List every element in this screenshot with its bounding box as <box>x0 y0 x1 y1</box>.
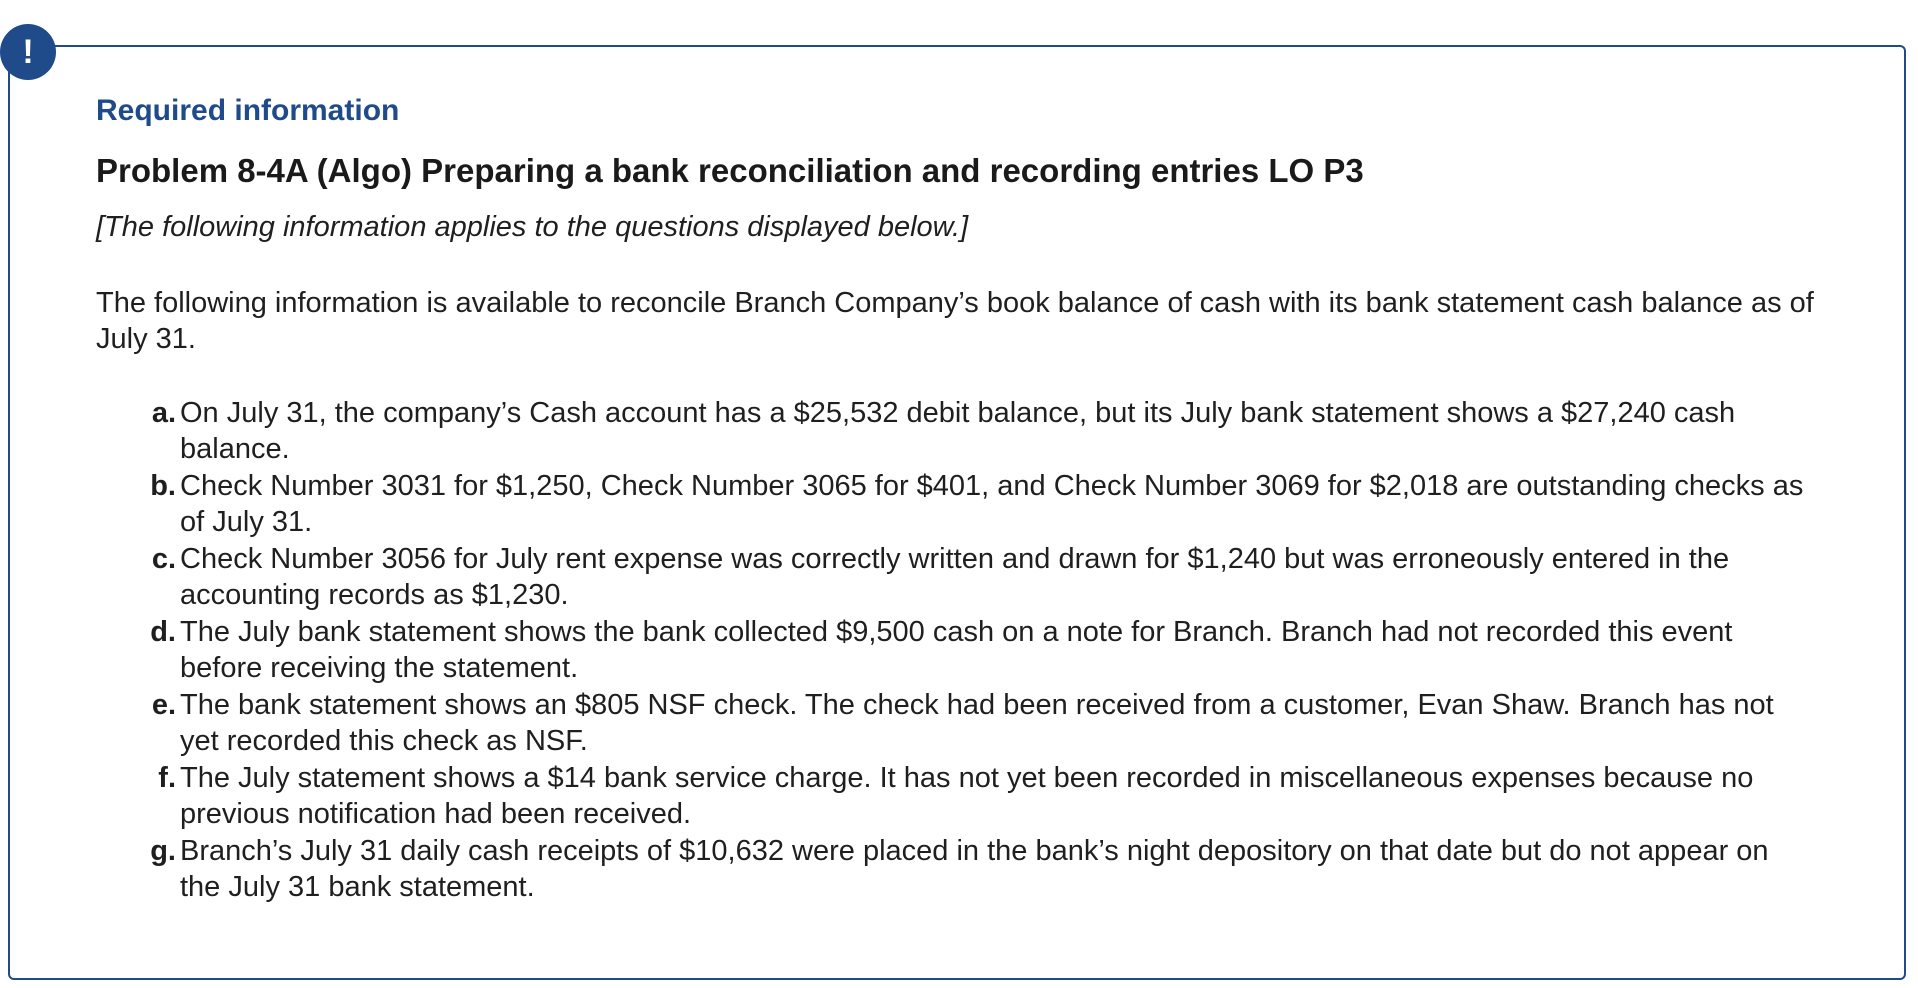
fact-text: Check Number 3031 for $1,250, Check Number 3065 for $401, and Check Number 3069 for $2,018 are outstanding checks as of July 31. <box>180 470 1804 538</box>
fact-text: The July statement shows a $14 bank service charge. It has not yet been recorded in miscellaneous expenses because no previous notification had been received. <box>180 762 1754 830</box>
fact-text: Check Number 3056 for July rent expense was correctly written and drawn for $1,240 but was erroneously entered in the accounting records as $1,230. <box>180 543 1730 611</box>
fact-letter: c. <box>151 543 176 575</box>
required-information-panel <box>8 45 1906 980</box>
fact-text: Branch’s July 31 daily cash receipts of $10,632 were placed in the bank’s night depository on that date but do not appear on the July 31 bank statement. <box>180 835 1769 903</box>
fact-item-g <box>150 833 1806 905</box>
fact-item-b <box>150 468 1806 540</box>
required-information-label: Required information <box>96 94 400 127</box>
fact-text: The July bank statement shows the bank collected $9,500 cash on a note for Branch. Branch had not recorded this event before receiving the statement. <box>180 616 1733 684</box>
alert-icon: ! <box>0 24 56 80</box>
fact-letter: f. <box>158 762 176 794</box>
fact-letter: b. <box>150 470 176 502</box>
fact-text: The bank statement shows an $805 NSF check. The check had been received from a customer, Evan Shaw. Branch has not yet recorded this check as NSF. <box>180 689 1774 757</box>
fact-item-d <box>150 614 1806 686</box>
intro-paragraph: The following information is available to reconcile Branch Company’s book balance of cash with its bank statement cash balance as of July 31. <box>96 287 1814 355</box>
fact-item-e <box>151 687 1806 759</box>
fact-letter: g. <box>150 835 176 867</box>
problem-title: Problem 8-4A (Algo) Preparing a bank reconciliation and recording entries LO P3 <box>96 152 1364 189</box>
panel-content <box>96 93 1821 906</box>
fact-text: On July 31, the company’s Cash account has a $25,532 debit balance, but its July bank statement shows a $27,240 cash balance. <box>180 397 1736 465</box>
applies-note: [The following information applies to the questions displayed below.] <box>96 211 969 243</box>
fact-item-f <box>158 760 1806 832</box>
fact-item-a <box>151 395 1806 467</box>
facts-list <box>96 395 1806 905</box>
fact-letter: a. <box>151 397 176 429</box>
fact-letter: d. <box>150 616 176 648</box>
fact-item-c <box>151 541 1806 613</box>
fact-letter: e. <box>151 689 176 721</box>
